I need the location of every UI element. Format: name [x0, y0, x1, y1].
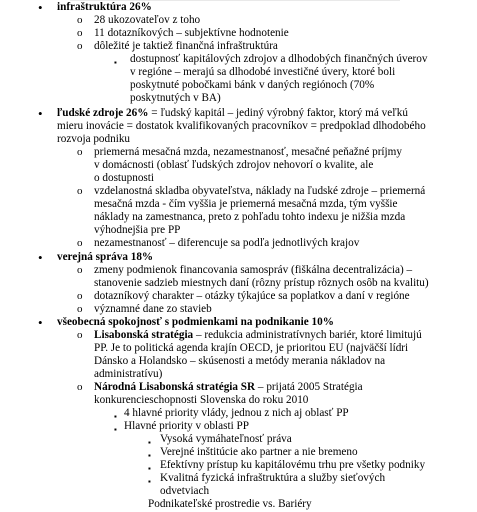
list-item-line: vzdelanostná skladba obyvateľstva, náklady na ľudské zdroje – priemerná — [94, 185, 426, 197]
list-item: dôležité je taktiež finančná infraštruktúra — [94, 40, 278, 52]
list-item-line: v regióne – merajú sa dlhodobé investičné úvery, ktoré boli — [130, 66, 396, 78]
section-heading-line: rozvoja podniku — [57, 133, 131, 145]
list-item-line: dostupnosť kapitálových zdrojov a dlhodobých finančných úverov — [130, 53, 428, 65]
item-text: – redukcia administratívnych bariér, ktoré limitujú — [193, 329, 422, 341]
heading-rest: = ľudský kapitál – jediný výrobný faktor, ktorý má veľkú — [148, 107, 408, 119]
list-item: 11 dotazníkových – subjektívne hodnotenie — [94, 27, 289, 39]
term-national-lisbon-strategy: Národná Lisabonská stratégia SR — [94, 381, 256, 393]
square-bullet-icon: ▪ — [114, 58, 117, 67]
list-item-line: stanovenie sadzieb miestnych daní (rôzny prístup rôznych osôb na kvalitu) — [94, 277, 429, 289]
bullet-icon: • — [38, 315, 43, 330]
square-bullet-icon: ▪ — [114, 412, 117, 421]
section-heading-general-satisfaction: všeobecná spokojnosť s podmienkami na podnikanie 10% — [57, 316, 334, 328]
list-item-line: nezamestnanosť – diferencuje sa podľa jednotlivých krajov — [94, 237, 360, 249]
bullet-icon: • — [38, 0, 43, 15]
circle-bullet-icon: o — [77, 303, 83, 315]
square-bullet-icon: ▪ — [148, 438, 151, 447]
list-item-line: Kvalitná fyzická infraštruktúra a služby sieťových — [160, 472, 386, 484]
term-lisbon-strategy: Lisabonská stratégia — [94, 329, 194, 341]
circle-bullet-icon: o — [77, 14, 83, 26]
list-item-line: priemerná mesačná mzda, nezamestnanosť, mesačné peňažné príjmy — [94, 146, 402, 158]
section-heading-infrastructure: infraštruktúra 26% — [57, 1, 152, 13]
square-bullet-icon: ▪ — [148, 477, 151, 486]
bullet-icon: • — [38, 106, 43, 121]
circle-bullet-icon: o — [77, 146, 83, 158]
section-heading-public-administration: verejná správa 18% — [57, 251, 154, 263]
footer-line: Podnikateľské prostredie vs. Bariéry — [148, 498, 312, 510]
list-item-line: významné dane zo stavieb — [94, 303, 212, 315]
square-bullet-icon: ▪ — [148, 464, 151, 473]
list-item-line: v domácnosti (oblasť ľudských zdrojov nehovorí o kvalite, ale — [94, 159, 374, 171]
section-heading-human-resources — [57, 107, 408, 120]
list-item-line: poskytnutých v BA) — [130, 92, 221, 104]
bullet-icon: • — [38, 250, 43, 265]
circle-bullet-icon: o — [77, 40, 83, 52]
section-heading-line: mieru inovácie = dostatok kvalifikovaných pracovníkov = predpoklad dlhodobého — [57, 120, 426, 132]
list-item-line: administratívu) — [94, 368, 163, 380]
list-item-line — [94, 329, 422, 342]
circle-bullet-icon: o — [77, 237, 83, 249]
list-item-line: konkurencieschopnosti Slovenska do roku 2010 — [94, 394, 309, 406]
list-item-line: zmeny podmienok financovania samospráv (fiškálna decentralizácia) – — [94, 264, 413, 276]
list-item-line: Hlavné priority v oblasti PP — [124, 420, 249, 432]
circle-bullet-icon: o — [77, 329, 83, 341]
circle-bullet-icon: o — [77, 185, 83, 197]
list-item-line — [94, 381, 363, 394]
list-item-line: Verejné inštitúcie ako partner a nie bremeno — [160, 446, 358, 458]
circle-bullet-icon: o — [77, 381, 83, 393]
square-bullet-icon: ▪ — [114, 425, 117, 434]
circle-bullet-icon: o — [77, 290, 83, 302]
list-item-line: 4 hlavné priority vlády, jednou z nich aj oblasť PP — [124, 407, 349, 419]
list-item-line: odvetviach — [160, 485, 210, 497]
list-item-line: náklady na zamestnanca, preto z pohľadu tohto indexu je nižšia mzda — [94, 211, 406, 223]
list-item-line: Efektívny prístup ku kapitálovému trhu pre všetky podniky — [160, 459, 426, 471]
list-item: 28 ukozovateľov z toho — [94, 14, 201, 26]
item-text: – prijatá 2005 Stratégia — [255, 381, 363, 393]
list-item-line: Dánsko a Holandsko – skúsenosti a metódy merania nákladov na — [94, 355, 386, 367]
list-item-line: poskytnuté pobočkami bánk v daných regiónoch (70% — [130, 79, 375, 91]
circle-bullet-icon: o — [77, 264, 83, 276]
list-item-line: PP. Je to politická agenda krajín OECD, je prioritou EU (najväčší lídri — [94, 342, 409, 354]
list-item-line: výhodnejšia pre PP — [94, 224, 181, 236]
heading-bold-part: ľudské zdroje 26% — [57, 107, 149, 119]
list-item-line: dotazníkový charakter – otázky týkajúce sa poplatkov a daní v regióne — [94, 290, 410, 302]
list-item-line: o dostupnosti — [94, 172, 154, 184]
circle-bullet-icon: o — [77, 27, 83, 39]
square-bullet-icon: ▪ — [148, 451, 151, 460]
list-item-line: Vysoká vymáhateľnosť práva — [160, 433, 292, 445]
list-item-line: mesačná mzda - čím vyššia je priemerná mesačná mzda, tým vyššie — [94, 198, 398, 210]
